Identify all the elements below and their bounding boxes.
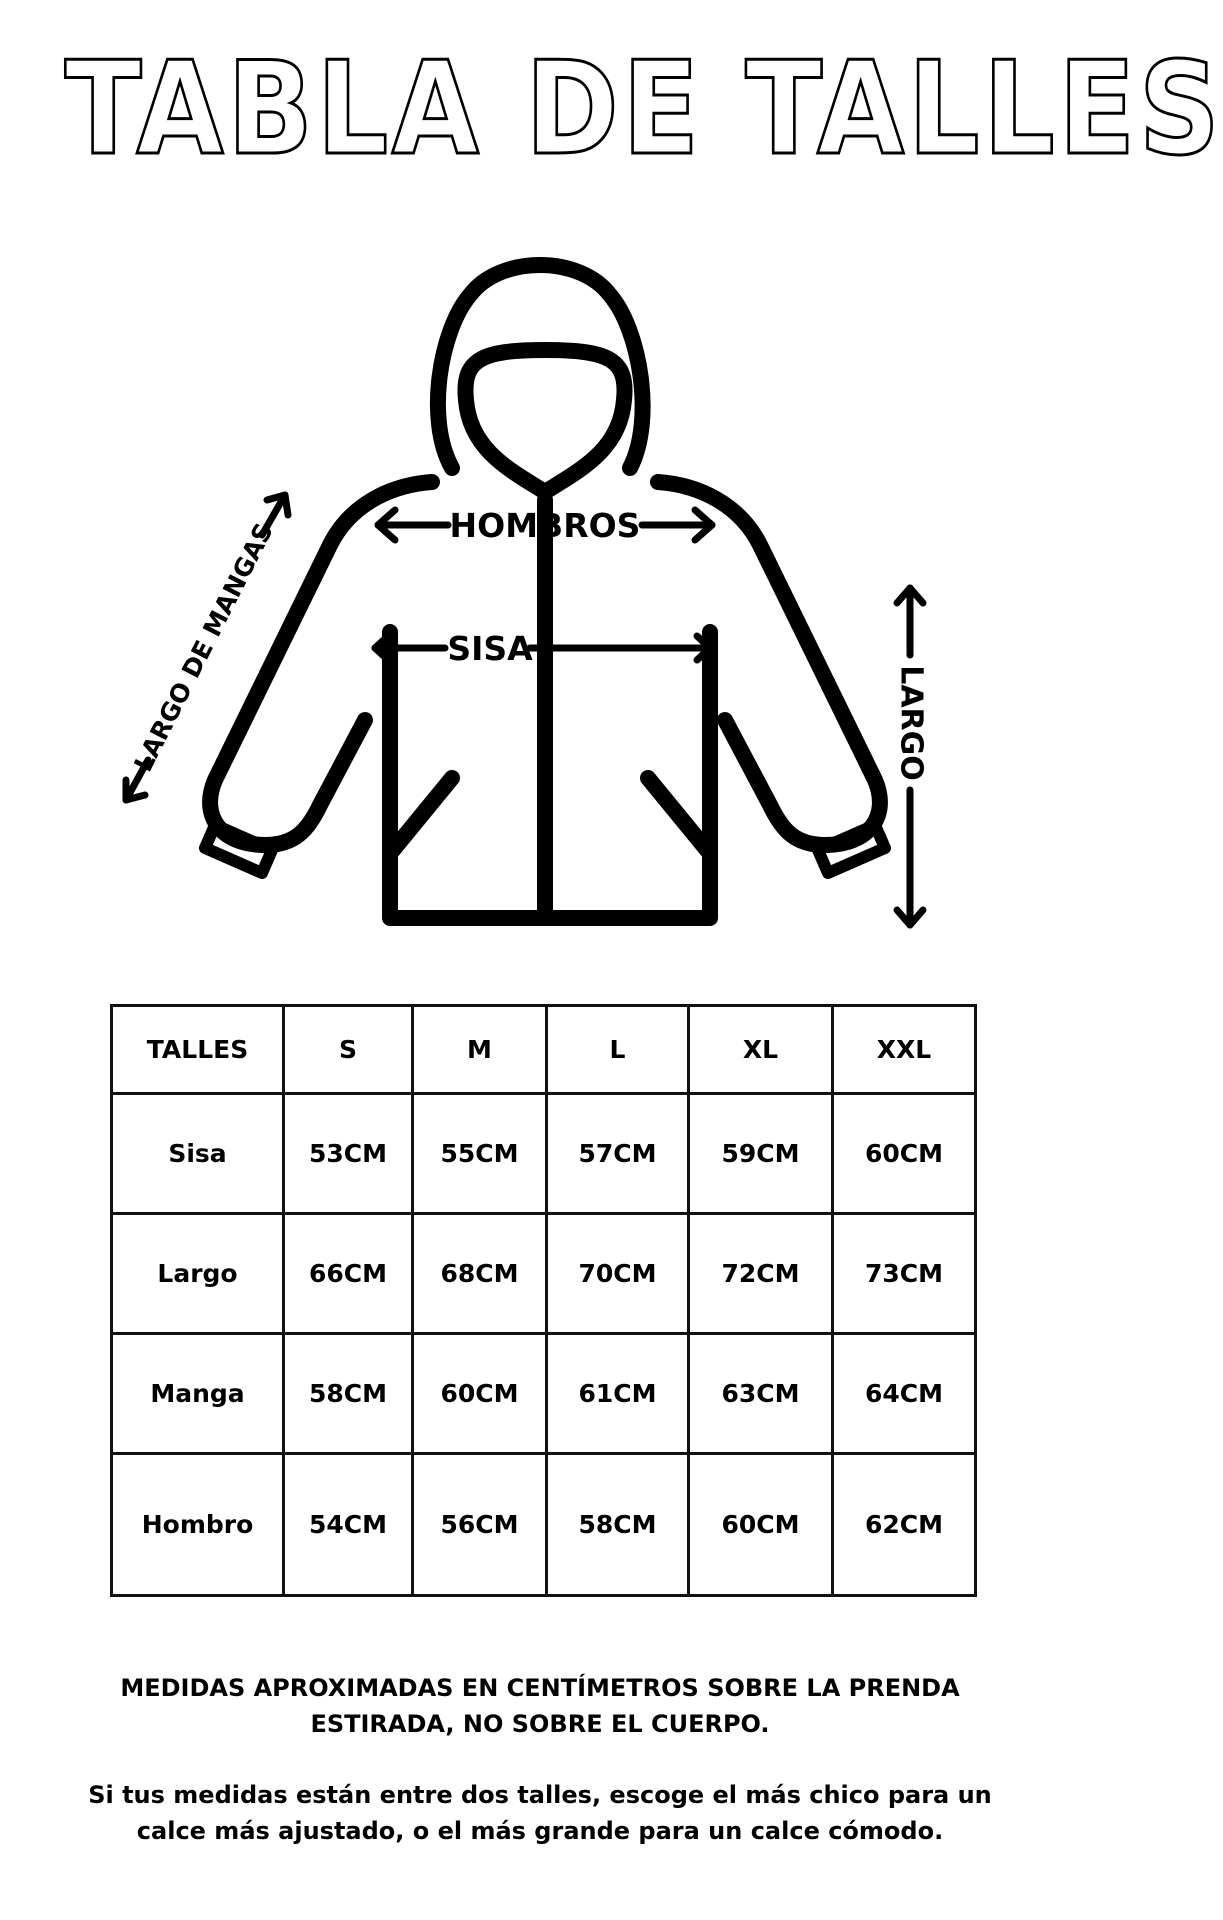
table-cell: 70CM — [547, 1214, 689, 1334]
size-advice-note: Si tus medidas están entre dos talles, escoge el más chico para un calce más ajustado, o el más grande para un calce cómodo. — [88, 1781, 992, 1845]
header-cell-s: S — [284, 1006, 413, 1094]
row-label: Hombro — [112, 1454, 284, 1596]
row-label: Largo — [112, 1214, 284, 1334]
table-cell: 59CM — [689, 1094, 833, 1214]
hoodie-jacket-icon — [210, 265, 880, 918]
size-table — [110, 1004, 977, 1597]
table-cell: 66CM — [284, 1214, 413, 1334]
header-cell-xl: XL — [689, 1006, 833, 1094]
table-cell: 63CM — [689, 1334, 833, 1454]
table-cell: 57CM — [547, 1094, 689, 1214]
table-row — [112, 1214, 976, 1334]
table-cell: 55CM — [413, 1094, 547, 1214]
table-cell: 60CM — [413, 1334, 547, 1454]
table-cell: 61CM — [547, 1334, 689, 1454]
label-sisa: SISA — [447, 629, 533, 668]
header-cell-xxl: XXL — [833, 1006, 976, 1094]
table-cell: 72CM — [689, 1214, 833, 1334]
table-cell: 60CM — [833, 1094, 976, 1214]
table-cell: 68CM — [413, 1214, 547, 1334]
table-cell: 58CM — [547, 1454, 689, 1596]
table-cell: 73CM — [833, 1214, 976, 1334]
table-header-row — [112, 1006, 976, 1094]
header-cell-m: M — [413, 1006, 547, 1094]
table-cell: 64CM — [833, 1334, 976, 1454]
table-row — [112, 1094, 976, 1214]
garment-diagram — [0, 230, 1080, 950]
table-row — [112, 1454, 976, 1596]
table-cell: 54CM — [284, 1454, 413, 1596]
table-cell: 53CM — [284, 1094, 413, 1214]
table-cell: 58CM — [284, 1334, 413, 1454]
header-cell-l: L — [547, 1006, 689, 1094]
header-cell-talles: TALLES — [112, 1006, 284, 1094]
page-title: TABLA DE TALLES — [64, 35, 1223, 184]
row-label: Sisa — [112, 1094, 284, 1214]
table-cell: 62CM — [833, 1454, 976, 1596]
table-cell: 60CM — [689, 1454, 833, 1596]
label-largo: LARGO — [893, 665, 929, 781]
table-cell: 56CM — [413, 1454, 547, 1596]
table-row — [112, 1334, 976, 1454]
label-largo-de-mangas: LARGO DE MANGAS — [128, 518, 279, 777]
measurement-note: MEDIDAS APROXIMADAS EN CENTÍMETROS SOBRE LA PRENDA ESTIRADA, NO SOBRE EL CUERPO. — [120, 1674, 960, 1738]
row-label: Manga — [112, 1334, 284, 1454]
label-hombros: HOMBROS — [449, 506, 641, 545]
